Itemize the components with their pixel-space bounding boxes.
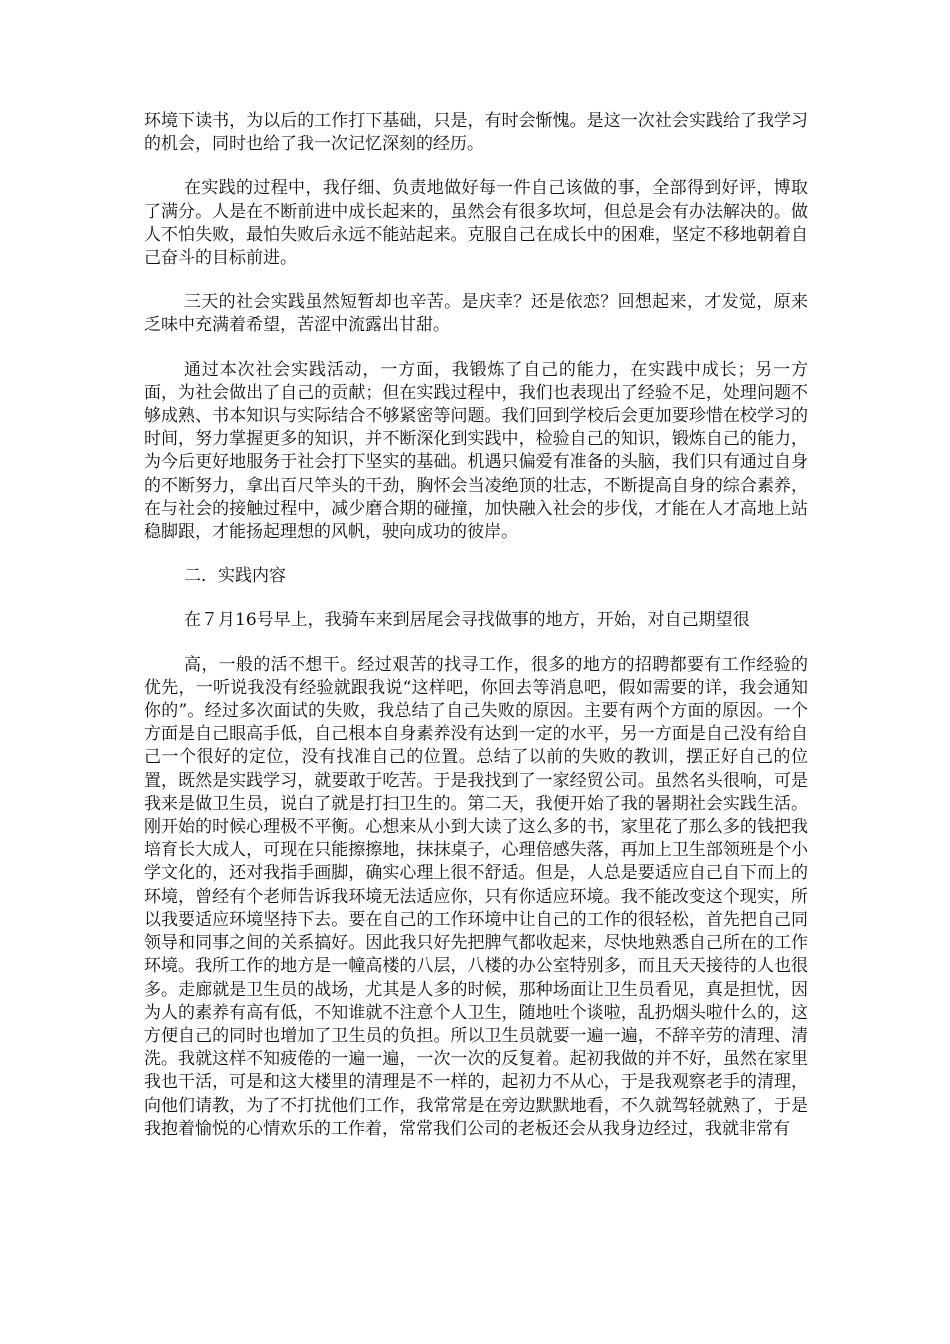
document-body	[144, 110, 808, 1162]
paragraph-work-experience: 高，一般的活不想干。经过艰苦的找寻工作，很多的地方的招聘都要有工作经验的优先，一听说我没有经验就跟我说“这样吧，你回去等消息吧，假如需要的详，我会通知你的”。经过多次面试的失败，我总结了自己失败的原因。主要有两个方面的原因。一个方面是自己眼高手低，自己根本自身素养没有达到一定的水平，另一方面是自己没有给自己一个很好的定位，没有找准自己的位置。总结了以前的失败的教训，摆正好自己的位置，既然是实践学习，就要敢于吃苦。于是我找到了一家经贸公司。虽然名头很响，可是我来是做卫生员，说白了就是打扫卫生的。第二天，我便开始了我的暑期社会实践生活。刚开始的时候心理极不平衡。心想来从小到大读了这么多的书，家里花了那么多的钱把我培育长大成人，可现在只能擦擦地，抹抹桌子，心理倍感失落，再加上卫生部领班是个小学文化的，还对我指手画脚，确实心理上很不舒适。但是，人总是要适应自己自下而上的环境，曾经有个老师告诉我环境无法适应你，只有你适应环境。我不能改变这个现实，所以我要适应环境坚持下去。要在自己的工作环境中让自己的工作的很轻松，首先把自己同领导和同事之间的关系搞好。因此我只好先把脾气都收起来，尽快地熟悉自己所在的工作环境。我所工作的地方是一幢高楼的八层，八楼的办公室特别多，而且天天接待的人也很多。走廊就是卫生员的战场，尤其是人多的时候，那种场面让卫生员看见，真是担忧，因为人的素养有高有低，不知谁就不注意个人卫生，随地吐个谈啦，乱扔烟头啦什么的，这方便自己的同时也增加了卫生员的负担。所以卫生员就要一遍一遍，不辞辛劳的清理、清洗。我就这样不知疲倦的一遍一遍，一次一次的反复着。起初我做的并不好，虽然在家里我也干活，可是和这大楼里的清理是不一样的，起初力不从心，于是我观察老手的清理，向他们请教，为了不打扰他们工作，我常常是在旁边默默地看，不久就驾轻就熟了，于是我抱着愉悦的心情欢乐的工作着，常常我们公司的老板还会从我身边经过，我就非常有	[144, 654, 808, 1139]
paragraph-summary: 通过本次社会实践活动，一方面，我锻炼了自己的能力，在实践中成长；另一方面，为社会做出了自己的贡献；但在实践过程中，我们也表现出了经验不足，处理问题不够成熟、书本知识与实际结合不够紧密等问题。我们回到学校后会更加要珍惜在校学习的时间，努力掌握更多的知识，并不断深化到实践中，检验自己的知识，锻炼自己的能力，为今后更好地服务于社会打下坚实的基础。机遇只偏爱有准备的头脑，我们只有通过自身的不断努力，拿出百尺竿头的干劲，胸怀会当凌绝顶的壮志，不断提高自身的综合素养，在与社会的接触过程中，减少磨合期的碰撞，加快融入社会的步伐，才能在人才高地上站稳脚跟，才能扬起理想的风帆，驶向成功的彼岸。	[144, 359, 808, 543]
paragraph-july-16: 在７月16号早上，我骑车来到居尾会寻找做事的地方，开始，对自己期望很	[184, 610, 750, 631]
paragraph-continuation: 环境下读书，为以后的工作打下基础，只是，有时会惭愧。是这一次社会实践给了我学习的机会，同时也给了我一次记忆深刻的经历。	[144, 111, 808, 155]
paragraph-three-days: 三天的社会实践虽然短暂却也辛苦。是庆幸？还是依恋？回想起来，才发觉，原来乏味中充满着希望，苦涩中流露出甘甜。	[144, 292, 808, 336]
paragraph-practice-process: 在实践的过程中，我仔细、负责地做好每一件自己该做的事，全部得到好评，博取了满分。人是在不断前进中成长起来的，虽然会有很多坎坷，但总是会有办法解决的。做人不怕失败，最怕失败后永远不能站起来。克服自己在成长中的困难，坚定不移地朝着自己奋斗的目标前进。	[144, 178, 808, 269]
section-heading-practice-content: 二．实践内容	[184, 566, 286, 587]
